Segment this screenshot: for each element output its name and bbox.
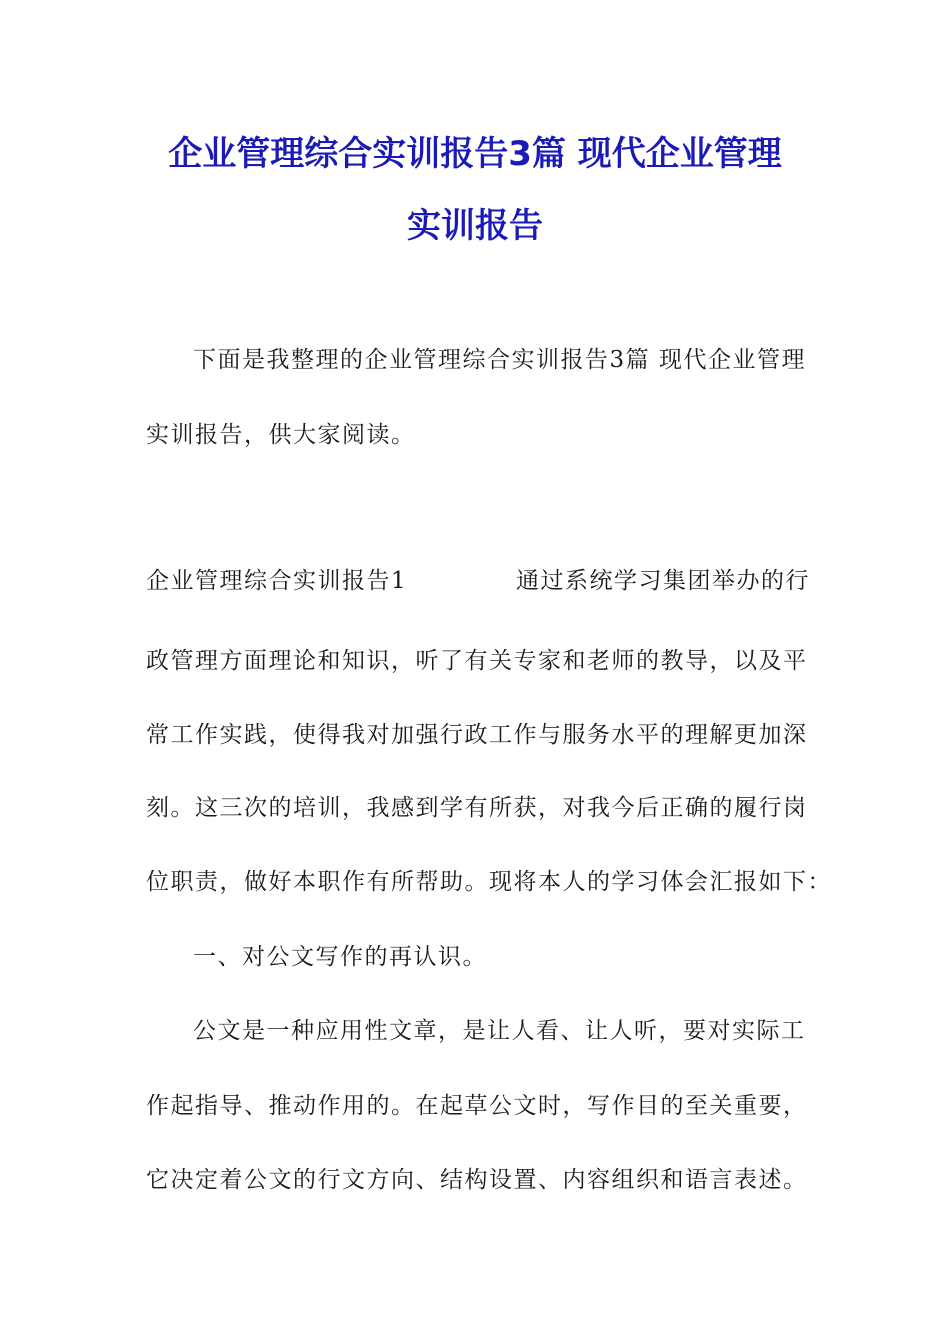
intro-line-1: 下面是我整理的企业管理综合实训报告3篇 现代企业管理 bbox=[193, 347, 806, 373]
section-1-lead-text: 通过系统学习集团举办的行 bbox=[516, 568, 810, 594]
paragraph-line: 位职责，做好本职作有所帮助。现将本人的学习体会汇报如下： bbox=[146, 869, 832, 895]
paragraph-2-line-3: 它决定着公文的行文方向、结构设置、内容组织和语言表述。 bbox=[146, 1167, 808, 1193]
intro-line-2: 实训报告，供大家阅读。 bbox=[146, 422, 416, 448]
section-1-heading: 企业管理综合实训报告1 bbox=[146, 568, 408, 594]
section-1-first-line bbox=[146, 566, 810, 596]
point-heading-1: 一、对公文写作的再认识。 bbox=[193, 944, 487, 970]
paragraph-line: 常工作实践，使得我对加强行政工作与服务水平的理解更加深 bbox=[146, 722, 808, 748]
document-title-line-1: 企业管理综合实训报告3篇 现代企业管理 bbox=[168, 134, 782, 174]
paragraph-2-line-2: 作起指导、推动作用的。在起草公文时，写作目的至关重要， bbox=[146, 1093, 808, 1119]
paragraph-line: 刻。这三次的培训，我感到学有所获，对我今后正确的履行岗 bbox=[146, 795, 808, 821]
paragraph-line: 政管理方面理论和知识，听了有关专家和老师的教导，以及平 bbox=[146, 648, 808, 674]
document-title-line-2: 实训报告 bbox=[407, 206, 543, 246]
paragraph-2-line-1: 公文是一种应用性文章，是让人看、让人听，要对实际工 bbox=[193, 1018, 806, 1044]
